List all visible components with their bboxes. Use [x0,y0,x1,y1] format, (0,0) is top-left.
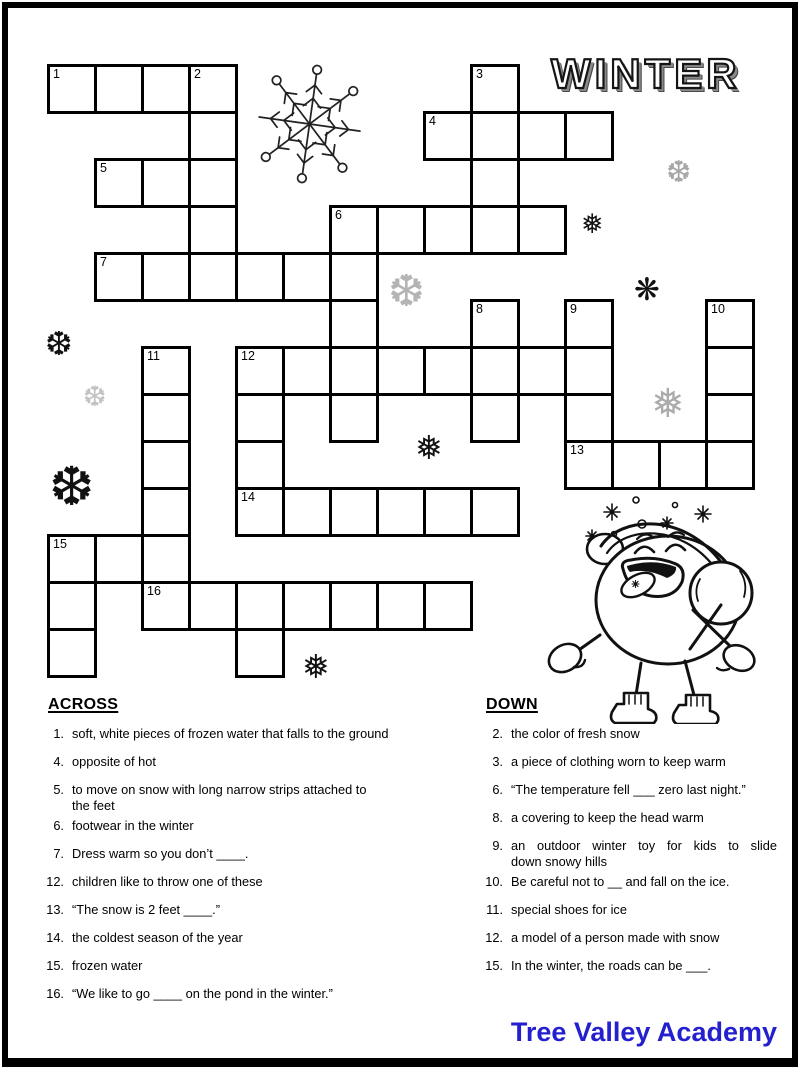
grid-cell[interactable] [141,581,191,631]
grid-cell[interactable] [188,581,238,631]
grid-cell[interactable] [141,393,191,443]
clue-number: 3. [492,754,503,769]
snowflake-icon: ❆ [666,155,692,190]
grid-cell[interactable] [423,111,473,161]
cell-number: 14 [241,490,255,504]
grid-cell[interactable] [517,346,567,396]
grid-cell[interactable] [564,440,614,490]
snowflake-icon: ❆ [388,266,425,317]
grid-cell[interactable] [141,346,191,396]
cell-number: 3 [476,67,483,81]
grid-cell[interactable] [235,252,285,302]
grid-cell[interactable] [329,346,379,396]
clue-text: special shoes for ice [511,902,627,917]
grid-cell[interactable] [423,205,473,255]
grid-cell[interactable] [423,581,473,631]
clue-row [477,902,777,918]
grid-cell[interactable] [188,158,238,208]
grid-cell[interactable] [611,440,661,490]
clue-text: a piece of clothing worn to keep warm [511,754,726,769]
clue-row [40,958,460,974]
clue-row [40,726,460,742]
clue-text: children like to throw one of these [72,874,263,889]
large-snowflake-icon [250,58,370,192]
grid-cell[interactable] [329,487,379,537]
grid-cell[interactable] [188,252,238,302]
grid-cell[interactable] [705,346,755,396]
clue-text: Be careful not to __ and fall on the ice. [511,874,730,889]
down-header: DOWN [486,696,538,713]
grid-cell[interactable] [141,487,191,537]
snowflake-icon: ❅ [651,381,685,427]
grid-cell[interactable] [470,158,520,208]
clue-number: 16. [46,986,64,1001]
clue-number: 9. [492,838,503,853]
cell-number: 13 [570,443,584,457]
grid-cell[interactable] [470,487,520,537]
grid-cell[interactable] [470,346,520,396]
grid-cell[interactable] [329,581,379,631]
clue-number: 12. [485,930,503,945]
across-header: ACROSS [48,696,119,713]
clue-row [40,986,460,1002]
grid-cell[interactable] [564,299,614,349]
cell-number: 4 [429,114,436,128]
clue-number: 13. [46,902,64,917]
grid-cell[interactable] [705,299,755,349]
clue-number: 6. [53,818,64,833]
grid-cell[interactable] [47,581,97,631]
cell-number: 5 [100,161,107,175]
clue-number: 7. [53,846,64,861]
snowflake-icon: ❅ [581,209,604,240]
snowman-character-icon [543,492,778,724]
cell-number: 15 [53,537,67,551]
clue-number: 10. [485,874,503,889]
grid-cell[interactable] [517,111,567,161]
grid-cell[interactable] [470,299,520,349]
clue-row [477,810,777,826]
grid-cell[interactable] [141,64,191,114]
grid-cell[interactable] [235,487,285,537]
snowflake-icon: ❅ [415,428,443,467]
cell-number: 2 [194,67,201,81]
cell-number: 12 [241,349,255,363]
down-section [477,697,777,986]
clue-row [477,838,777,870]
grid-cell[interactable] [141,252,191,302]
grid-cell[interactable] [329,205,379,255]
clue-row [40,782,460,814]
clue-number: 15. [485,958,503,973]
grid-cell[interactable] [376,205,426,255]
grid-cell[interactable] [376,346,426,396]
cell-number: 1 [53,67,60,81]
clue-text: to move on snow with long narrow strips attached to the feet [72,782,367,813]
clue-number: 2. [492,726,503,741]
grid-cell[interactable] [705,440,755,490]
clue-text: a model of a person made with snow [511,930,720,945]
grid-cell[interactable] [141,158,191,208]
clue-row [477,726,777,742]
grid-cell[interactable] [235,440,285,490]
clue-text: opposite of hot [72,754,156,769]
clue-text: footwear in the winter [72,818,194,833]
clue-text: “The snow is 2 feet ____.” [72,902,220,917]
clue-row [40,754,460,770]
snowflake-icon: ❆ [83,380,107,413]
clue-number: 6. [492,782,503,797]
across-section [40,697,460,1014]
clue-row [40,874,460,890]
clue-row [477,754,777,770]
clue-row [40,846,460,862]
cell-number: 10 [711,302,725,316]
snowflake-icon: ❆ [45,324,73,363]
grid-cell[interactable] [47,628,97,678]
snowflake-icon: ❅ [302,647,330,686]
cell-number: 16 [147,584,161,598]
clue-text: the coldest season of the year [72,930,243,945]
across-clues-list [40,726,460,1002]
grid-cell[interactable] [235,346,285,396]
clue-number: 5. [53,782,64,797]
clue-row [477,958,777,974]
clue-text: “The temperature fell ___ zero last night.” [511,782,746,797]
grid-cell[interactable] [94,64,144,114]
clue-text: soft, white pieces of frozen water that falls to the ground [72,726,389,741]
grid-cell[interactable] [235,393,285,443]
cell-number: 8 [476,302,483,316]
down-clues-list [477,726,777,974]
grid-cell[interactable] [94,252,144,302]
grid-cell[interactable] [517,205,567,255]
grid-cell[interactable] [470,205,520,255]
grid-cell[interactable] [141,440,191,490]
clue-number: 1. [53,726,64,741]
grid-cell[interactable] [282,581,332,631]
clue-number: 15. [46,958,64,973]
grid-cell[interactable] [329,252,379,302]
clue-row [40,930,460,946]
clue-text: frozen water [72,958,143,973]
snowflake-icon: ❆ [49,455,95,518]
grid-cell[interactable] [658,440,708,490]
snowflake-icon: ❋ [634,272,660,308]
footer-credit: Tree Valley Academy [510,1017,777,1047]
grid-cell[interactable] [235,581,285,631]
clue-row [477,782,777,798]
grid-cell[interactable] [423,487,473,537]
grid-cell[interactable] [423,346,473,396]
grid-cell[interactable] [141,534,191,584]
clue-row [40,902,460,918]
clue-number: 4. [53,754,64,769]
grid-cell[interactable] [282,346,332,396]
clue-text: Dress warm so you don’t ____. [72,846,249,861]
grid-cell[interactable] [94,158,144,208]
grid-cell[interactable] [235,628,285,678]
grid-cell[interactable] [470,111,520,161]
clue-number: 11. [486,902,503,917]
grid-cell[interactable] [282,487,332,537]
clue-text: In the winter, the roads can be ___. [511,958,711,973]
clue-row [477,874,777,890]
grid-cell[interactable] [329,299,379,349]
grid-cell[interactable] [564,346,614,396]
clue-row [40,818,460,834]
grid-cell[interactable] [94,534,144,584]
clue-text: the color of fresh snow [511,726,640,741]
puzzle-title: WINTER [551,50,741,97]
grid-cell[interactable] [188,111,238,161]
clue-text: an outdoor winter toy for kids to slide down snowy hills [511,838,777,869]
grid-cell[interactable] [188,64,238,114]
clue-row [477,930,777,946]
grid-cell[interactable] [47,534,97,584]
cell-number: 9 [570,302,577,316]
cell-number: 7 [100,255,107,269]
clue-text: “We like to go ____ on the pond in the winter.” [72,986,333,1001]
clue-number: 14. [46,930,64,945]
clue-number: 8. [492,810,503,825]
grid-cell[interactable] [470,393,520,443]
clue-number: 12. [46,874,64,889]
clue-text: a covering to keep the head warm [511,810,704,825]
grid-cell[interactable] [188,205,238,255]
grid-cell[interactable] [705,393,755,443]
grid-cell[interactable] [376,487,426,537]
grid-cell[interactable] [282,252,332,302]
grid-cell[interactable] [376,581,426,631]
cell-number: 11 [147,349,160,363]
grid-cell[interactable] [329,393,379,443]
grid-cell[interactable] [470,64,520,114]
grid-cell[interactable] [564,111,614,161]
cell-number: 6 [335,208,342,222]
grid-cell[interactable] [564,393,614,443]
grid-cell[interactable] [47,64,97,114]
